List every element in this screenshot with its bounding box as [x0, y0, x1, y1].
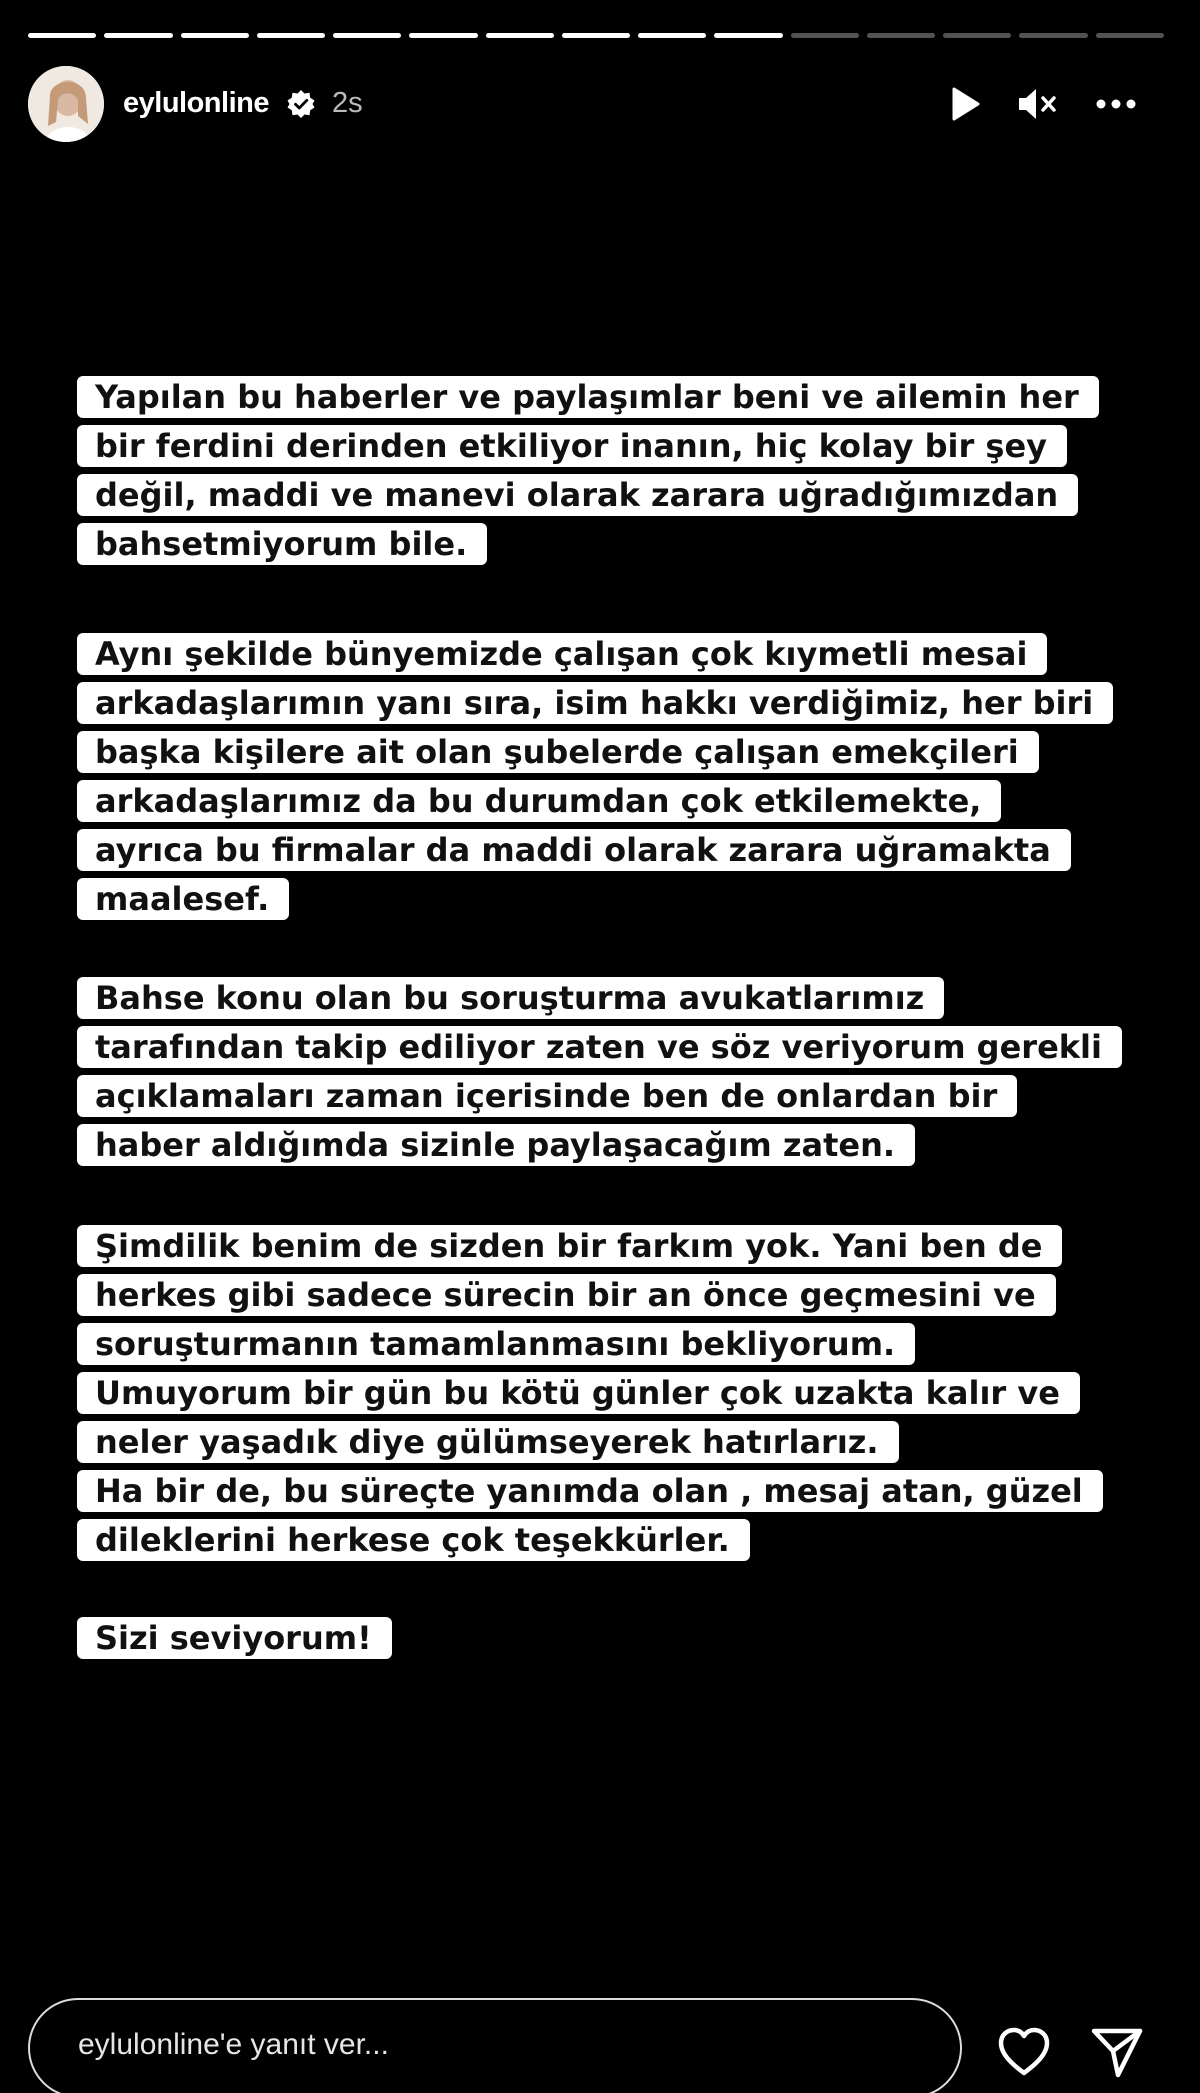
text-line-content: Sizi seviyorum!	[77, 1617, 392, 1659]
text-line	[77, 826, 1113, 875]
reply-input[interactable]	[78, 2028, 878, 2062]
progress-segment	[257, 33, 325, 38]
send-icon[interactable]	[1088, 2023, 1146, 2081]
text-line	[77, 373, 1099, 422]
progress-segment	[638, 33, 706, 38]
progress-segment	[486, 33, 554, 38]
more-icon[interactable]	[1092, 80, 1140, 128]
text-line	[77, 520, 1099, 569]
text-line-content: arkadaşlarımız da bu durumdan çok etkilemekte,	[77, 780, 1001, 822]
verified-badge-icon	[286, 89, 316, 119]
text-line	[77, 974, 1122, 1023]
text-line	[77, 1222, 1103, 1271]
progress-segment	[28, 33, 96, 38]
text-line-content: neler yaşadık diye gülümseyerek hatırlarız.	[77, 1421, 899, 1463]
progress-segment	[943, 33, 1011, 38]
progress-segment	[714, 33, 782, 38]
text-line-content: bahsetmiyorum bile.	[77, 523, 487, 565]
text-paragraph	[77, 630, 1113, 924]
text-paragraph	[77, 1614, 392, 1663]
text-line-content: Ha bir de, bu süreçte yanımda olan , mesaj atan, güzel	[77, 1470, 1103, 1512]
text-line-content: Bahse konu olan bu soruşturma avukatlarımız	[77, 977, 944, 1019]
text-line-content: dileklerini herkese çok teşekkürler.	[77, 1519, 750, 1561]
text-paragraph	[77, 1222, 1103, 1565]
username[interactable]: eylulonline	[123, 87, 269, 119]
text-line-content: maalesef.	[77, 878, 289, 920]
text-line	[77, 679, 1113, 728]
post-time: 2s	[332, 87, 363, 119]
text-line-content: Umuyorum bir gün bu kötü günler çok uzakta kalır ve	[77, 1372, 1080, 1414]
text-line-content: ayrıca bu firmalar da maddi olarak zarara uğramakta	[77, 829, 1071, 871]
text-line-content: Yapılan bu haberler ve paylaşımlar beni ve ailemin her	[77, 376, 1099, 418]
text-line-content: arkadaşlarımın yanı sıra, isim hakkı verdiğimiz, her biri	[77, 682, 1113, 724]
text-line-content: Aynı şekilde bünyemizde çalışan çok kıymetli mesai	[77, 633, 1047, 675]
progress-segment	[104, 33, 172, 38]
text-line	[77, 1023, 1122, 1072]
text-line	[77, 1072, 1122, 1121]
progress-segment	[181, 33, 249, 38]
text-line-content: Şimdilik benim de sizden bir farkım yok. Yani ben de	[77, 1225, 1062, 1267]
reply-box[interactable]	[28, 1998, 962, 2093]
text-line-content: tarafından takip ediliyor zaten ve söz veriyorum gerekli	[77, 1026, 1122, 1068]
text-line	[77, 1614, 392, 1663]
text-line	[77, 875, 1113, 924]
text-line	[77, 630, 1113, 679]
text-line	[77, 422, 1099, 471]
text-line-content: herkes gibi sadece sürecin bir an önce geçmesini ve	[77, 1274, 1056, 1316]
story-header	[28, 66, 1172, 142]
text-line	[77, 1516, 1103, 1565]
progress-segment	[409, 33, 477, 38]
text-line	[77, 471, 1099, 520]
text-line-content: başka kişilere ait olan şubelerde çalışan emekçileri	[77, 731, 1039, 773]
avatar-photo	[28, 66, 104, 142]
text-line	[77, 1369, 1103, 1418]
progress-segment	[791, 33, 859, 38]
text-paragraph	[77, 974, 1122, 1170]
progress-segment	[1096, 33, 1164, 38]
progress-segment	[867, 33, 935, 38]
text-line	[77, 1121, 1122, 1170]
progress-segment	[562, 33, 630, 38]
text-line-content: açıklamaları zaman içerisinde ben de onlardan bir	[77, 1075, 1017, 1117]
text-line	[77, 728, 1113, 777]
avatar[interactable]	[28, 66, 104, 142]
text-line-content: haber aldığımda sizinle paylaşacağım zaten.	[77, 1124, 915, 1166]
text-line-content: soruşturmanın tamamlanmasını bekliyorum.	[77, 1323, 915, 1365]
text-line	[77, 1271, 1103, 1320]
story-progress-bar	[28, 33, 1164, 38]
play-icon[interactable]	[940, 80, 988, 128]
text-paragraph	[77, 373, 1099, 569]
text-line	[77, 1467, 1103, 1516]
text-line	[77, 1418, 1103, 1467]
text-line	[77, 777, 1113, 826]
text-line	[77, 1320, 1103, 1369]
progress-segment	[1019, 33, 1087, 38]
heart-icon[interactable]	[995, 2023, 1053, 2081]
mute-icon[interactable]	[1013, 80, 1061, 128]
progress-segment	[333, 33, 401, 38]
text-line-content: bir ferdini derinden etkiliyor inanın, hiç kolay bir şey	[77, 425, 1067, 467]
text-line-content: değil, maddi ve manevi olarak zarara uğradığımızdan	[77, 474, 1078, 516]
